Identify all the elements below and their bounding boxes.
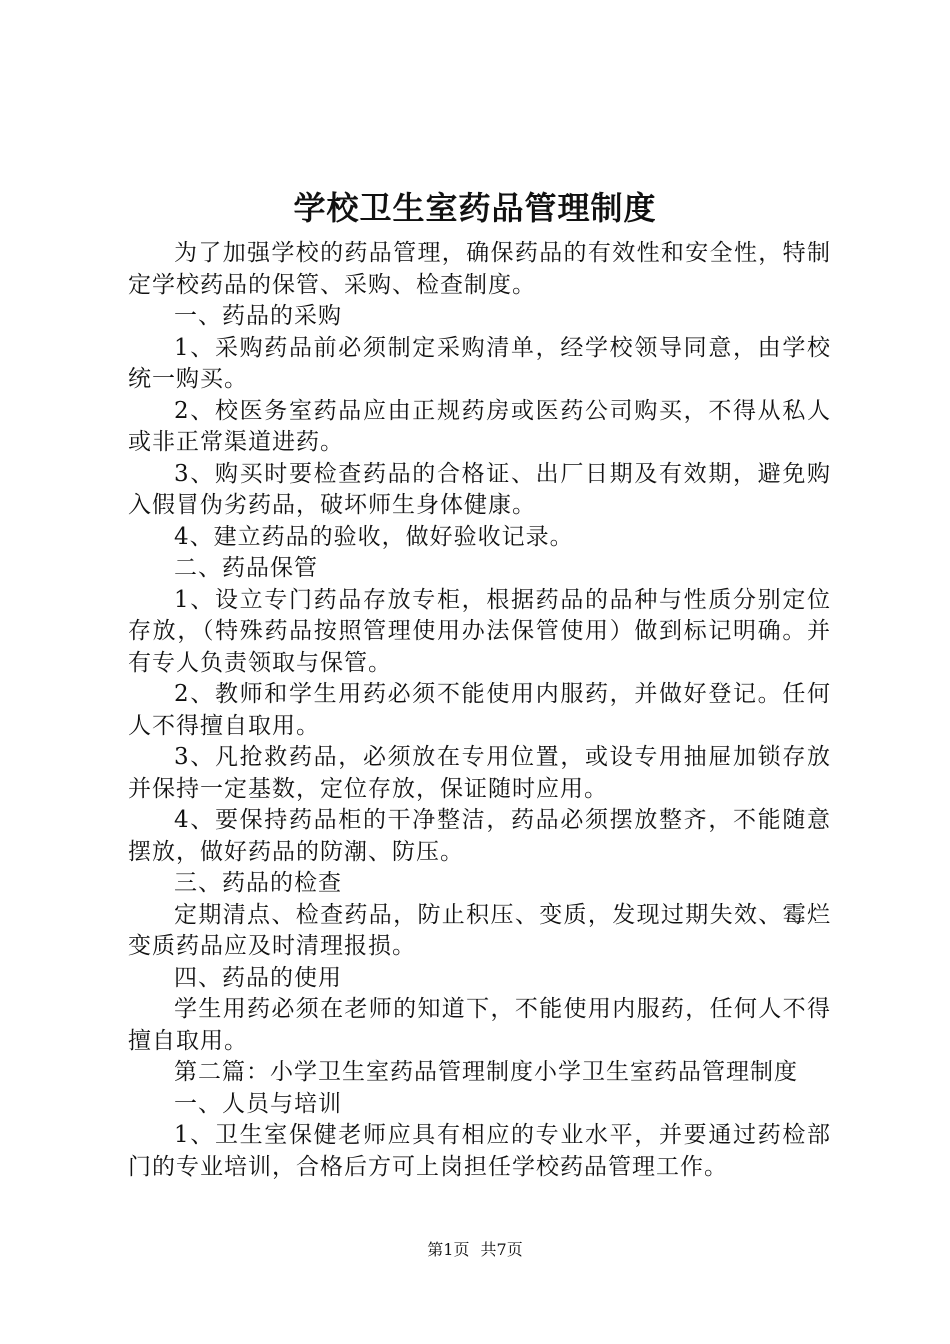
chapter-heading: 第二篇：小学卫生室药品管理制度小学卫生室药品管理制度	[174, 1059, 798, 1085]
section-heading-storage: 二、药品保管	[174, 555, 318, 581]
section-heading-staff: 一、人员与培训	[174, 1090, 342, 1117]
page-total: 共7页	[480, 1240, 523, 1259]
paragraph: 4、要保持药品柜的干净整洁，药品必须摆放整齐，不能随意摆放，做好药品的防潮、防压。	[128, 807, 831, 865]
paragraph: 1、设立专门药品存放专柜，根据药品的品种与性质分别定位存放，（特殊药品按照管理使用办法保管使用）做到标记明确。并有专人负责领取与保管。	[128, 586, 831, 676]
section-heading-usage: 四、药品的使用	[174, 964, 342, 991]
paragraph: 学生用药必须在老师的知道下，不能使用内服药，任何人不得擅自取用。	[128, 996, 831, 1054]
paragraph: 1、卫生室保健老师应具有相应的专业水平，并要通过药检部门的专业培训，合格后方可上岗担任学校药品管理工作。	[128, 1122, 831, 1180]
paragraph: 4、建立药品的验收，做好验收记录。	[174, 523, 574, 550]
section-heading-inspection: 三、药品的检查	[174, 870, 342, 896]
page-number: 第1页	[427, 1240, 470, 1259]
document-title: 学校卫生室药品管理制度	[293, 189, 657, 227]
paragraph: 定期清点、检查药品，防止积压、变质，发现过期失效、霉烂变质药品应及时清理报损。	[128, 901, 831, 959]
paragraph-intro: 为了加强学校的药品管理，确保药品的有效性和安全性，特制定学校药品的保管、采购、检查制度。	[128, 240, 831, 298]
document-body	[128, 238, 831, 1183]
paragraph: 3、购买时要检查药品的合格证、出厂日期及有效期，避免购入假冒伪劣药品，破坏师生身体健康。	[128, 460, 831, 518]
paragraph: 1、采购药品前必须制定采购清单，经学校领导同意，由学校统一购买。	[128, 334, 831, 392]
paragraph: 3、凡抢救药品，必须放在专用位置，或设专用抽屉加锁存放并保持一定基数，定位存放，保证随时应用。	[128, 744, 831, 802]
paragraph: 2、校医务室药品应由正规药房或医药公司购买，不得从私人或非正常渠道进药。	[128, 397, 831, 455]
page-footer	[0, 1238, 950, 1262]
paragraph: 2、教师和学生用药必须不能使用内服药，并做好登记。任何人不得擅自取用。	[128, 681, 831, 739]
section-heading-purchase: 一、药品的采购	[174, 303, 342, 329]
